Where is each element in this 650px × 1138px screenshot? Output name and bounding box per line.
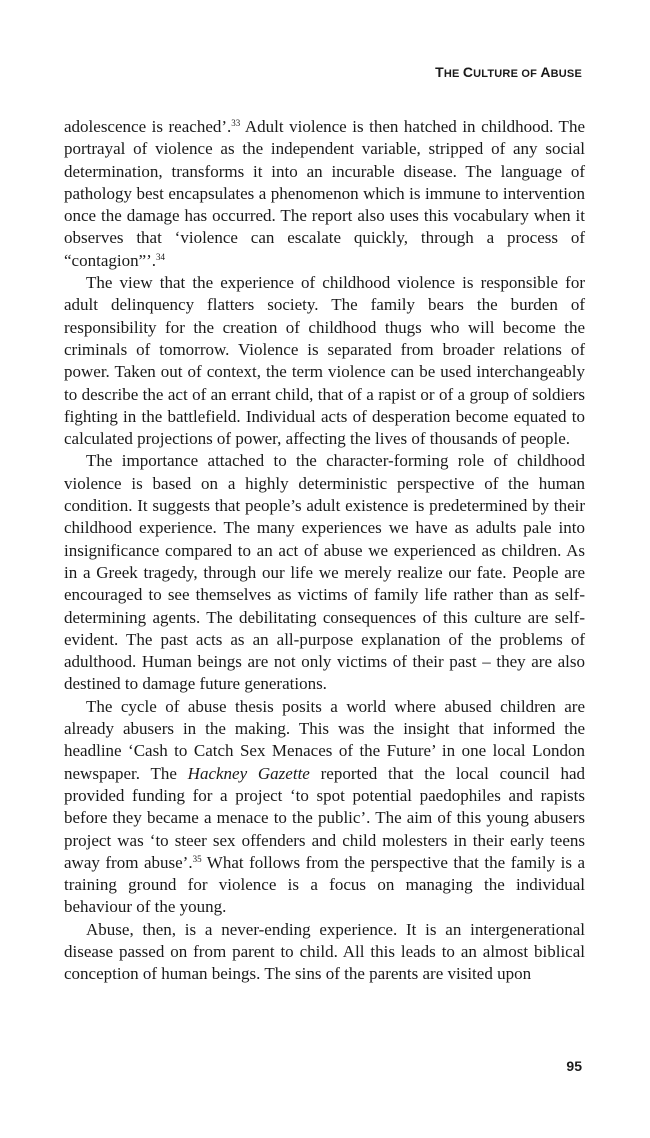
footnote-ref-33: 33 — [231, 118, 241, 128]
footnote-ref-34: 34 — [156, 251, 166, 262]
footnote-ref-35: 35 — [192, 853, 202, 864]
publication-title: Hackney Gazette — [187, 763, 310, 783]
page-number: 95 — [566, 1058, 582, 1074]
body-text — [64, 116, 585, 986]
running-head: THE CULTURE OF ABUSE — [435, 64, 582, 80]
paragraph-1: adolescence is reached’.$^{33}$ Adult violence is then hatched in childhood. The portrayal of violence as the independent variable, stripped of any social determination, transforms it into an incurable disease. The language of pathology best encapsulates a phenomenon which is immune to intervention once the damage has occurred. The report also uses this vocabulary when it observes that ‘violence can escalate quickly, through a process of “contagion”’.$^{34}$ — [64, 117, 585, 270]
paragraph-3: The importance attached to the character-forming role of childhood violence is based on a highly deterministic perspective of the human condition. It suggests that people’s adult existence is predetermined by their childhood experience. The many experiences we have as adults pale into insignificance compared to an act of abuse we experienced as children. As in a Greek tragedy, through our life we merely realize our fate. People are encouraged to see themselves as victims of family life rather than as self-determining agents. The debilitating consequences of this culture are self-evident. The past acts as an all-purpose explanation of the problems of adulthood. Human beings are not only victims of their past – they are also destined to damage future generations. — [64, 451, 585, 694]
paragraph-4: The cycle of abuse thesis posits a world where abused children are already abusers in the making. This was the insight that informed the headline ‘Cash to Catch Sex Menaces of the Future’ in one local London newspaper. The Hackney Gazette reported that the local council had provided funding for a project ‘to spot potential paedophiles and rapists before they became a menace to the public’. The aim of this young abusers project was ‘to steer sex offenders and child molesters in their early teens away from abuse’.$^{35}$ What follows from the perspective that the family is a training ground for violence is a focus on managing the individual behaviour of the young. — [64, 696, 586, 917]
paragraph-5: Abuse, then, is a never-ending experience. It is an intergenerational disease passed on from parent to child. All this leads to an almost biblical conception of human beings. The sins of the parents are visited upon — [64, 919, 585, 984]
paragraph-2: The view that the experience of childhood violence is responsible for adult delinquency flatters society. The family bears the burden of responsibility for the creation of childhood thugs who will become the criminals of tomorrow. Violence is separated from broader relations of power. Taken out of context, the term violence can be used interchangeably to describe the act of an errant child, that of a rapist or of a group of soldiers fighting in the battlefield. Individual acts of desperation become equated to calculated projections of power, affecting the lives of thousands of people. — [64, 273, 585, 449]
